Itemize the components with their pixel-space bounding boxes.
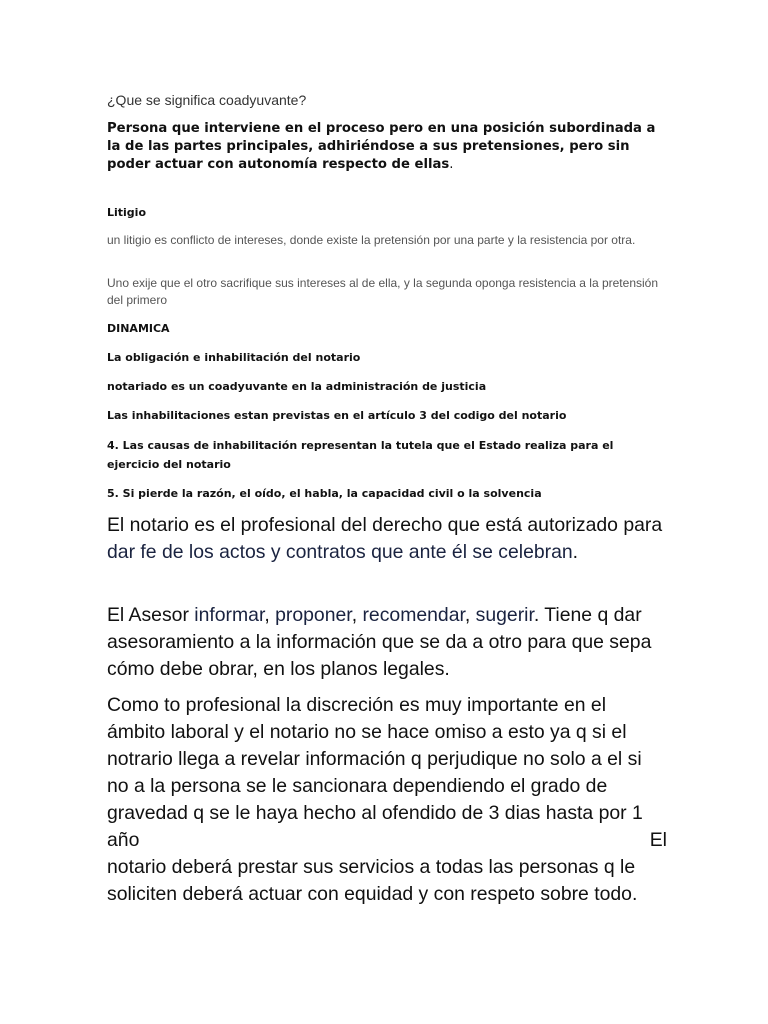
litigio-heading: Litigio	[107, 206, 147, 219]
discrecion-paragraph	[107, 692, 667, 908]
discrecion-right-word: El	[649, 829, 667, 851]
discrecion-text: Como to profesional la discreción es muy importante en el ámbito laboral y el notario no se hace omiso a esto ya q si el notrario llega a revelar información q perjudique no solo a el si no a la persona se le sancionara dependiendo el grado de gravedad q se le haya hecho al ofendido de 3 dias hasta por 1 año	[107, 694, 643, 851]
asesor-sep-2: ,	[351, 604, 363, 626]
definition-paragraph	[107, 120, 667, 174]
asesor-sep-3: ,	[464, 604, 476, 626]
asesor-paragraph	[107, 602, 667, 683]
asesor-rest: . Tiene q dar asesoramiento a la información que se da a otro para que sepa cómo debe obrar, en los planos legales.	[107, 604, 652, 680]
discrecion-continuation: notario deberá prestar sus servicios a todas las personas q le soliciten deberá actuar con equidad y con respeto sobre todo.	[107, 856, 638, 905]
dinamica-heading: DINAMICA	[107, 322, 170, 335]
litigio-paragraph-1: un litigio es conflicto de intereses, donde existe la pretensión por una parte y la resistencia por otra.	[107, 233, 636, 247]
notario-paragraph-end: .	[572, 541, 579, 563]
dinamica-line-5: 5. Si pierde la razón, el oído, el habla, la capacidad civil o la solvencia	[107, 487, 542, 500]
definition-bold-text: Persona que interviene en el proceso pero en una posición subordinada a la de las partes principales, adhiriéndose a sus pretensiones, pero sin poder actuar con autonomía respecto de ellas	[107, 121, 656, 172]
asesor-word-sugerir: sugerir	[475, 604, 534, 626]
dinamica-line-1: La obligación e inhabilitación del notario	[107, 351, 361, 364]
dinamica-line-2: notariado es un coadyuvante en la administración de justicia	[107, 380, 487, 393]
notario-paragraph-start: El notario es el profesional del derecho que está autorizado para	[107, 514, 663, 536]
question-heading: ¿Que se significa coadyuvante?	[107, 92, 307, 108]
dinamica-line-4: 4. Las causas de inhabilitación representan la tutela que el Estado realiza para el ejercicio del notario	[107, 439, 614, 471]
asesor-sep-1: ,	[264, 604, 276, 626]
dinamica-line-3: Las inhabilitaciones estan previstas en el artículo 3 del codigo del notario	[107, 409, 567, 422]
notario-dar-fe-phrase: dar fe de los actos y contratos que ante él se celebran	[107, 541, 573, 563]
asesor-word-proponer: proponer	[275, 604, 352, 626]
asesor-word-recomendar: recomendar	[362, 604, 465, 626]
notario-paragraph	[107, 512, 667, 566]
asesor-word-informar: informar	[194, 604, 265, 626]
litigio-paragraph-2: Uno exije que el otro sacrifique sus intereses al de ella, y la segunda oponga resistencia a la pretensión del primero	[107, 276, 659, 307]
asesor-start: El Asesor	[107, 604, 195, 626]
definition-tail: .	[449, 157, 454, 172]
